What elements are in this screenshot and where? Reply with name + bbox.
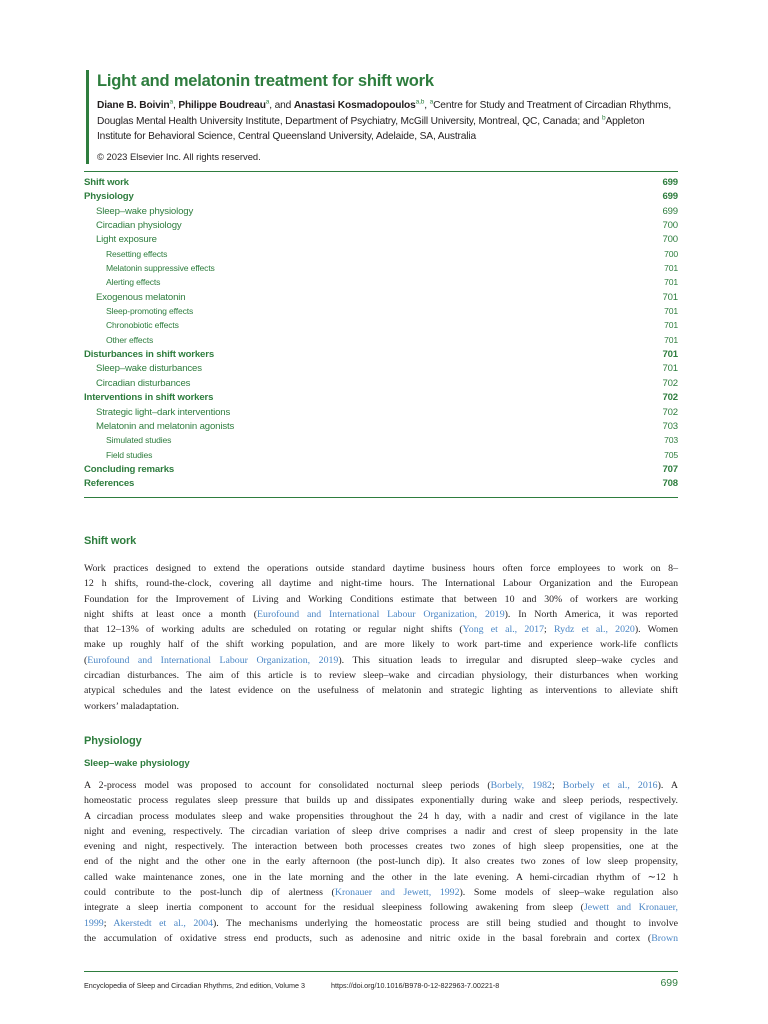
text-run: end of the night and the other one in the early afternoon (the post-lunch dip). It also creates two zones of low sleep propensity, bbox=[84, 856, 678, 868]
section-heading: Physiology bbox=[84, 735, 142, 747]
toc-entry-label: Light exposure bbox=[96, 234, 157, 246]
toc-entry-page: 701 bbox=[664, 320, 678, 331]
text-run: Work practices designed to extend the operations outside standard daytime business hours often force employees to work on 8– bbox=[84, 563, 678, 574]
toc-entry[interactable] bbox=[84, 306, 678, 320]
affiliation-text: Institute for Behavioral Science, Central Queensland University, Adelaide, SA, Australia bbox=[97, 131, 477, 142]
subsection-heading: Sleep–wake physiology bbox=[84, 758, 190, 769]
toc-entry-page: 701 bbox=[664, 277, 678, 288]
toc-entry[interactable] bbox=[84, 378, 678, 392]
table-of-contents bbox=[84, 171, 678, 498]
body-paragraph bbox=[84, 561, 678, 714]
text-line bbox=[84, 576, 678, 591]
footer-source: Encyclopedia of Sleep and Circadian Rhythms, 2nd edition, Volume 3 bbox=[84, 981, 305, 990]
citation-link[interactable]: Akerstedt et al., 2004 bbox=[113, 917, 214, 929]
toc-entry[interactable] bbox=[84, 335, 678, 349]
toc-entry-page: 701 bbox=[662, 291, 678, 303]
affiliation-mark: b bbox=[601, 114, 606, 122]
citation-link[interactable]: Eurofound and International Labour Organization, 2019 bbox=[257, 608, 505, 620]
toc-entry[interactable] bbox=[84, 263, 678, 277]
toc-entry-page: 701 bbox=[662, 363, 678, 375]
toc-entry[interactable] bbox=[84, 349, 678, 363]
toc-entry-label: Sleep–wake disturbances bbox=[96, 363, 202, 375]
toc-entry-label: Alerting effects bbox=[106, 277, 161, 288]
text-line bbox=[84, 870, 678, 885]
toc-entry-page: 705 bbox=[664, 449, 678, 460]
text-line bbox=[84, 916, 678, 931]
text-run: Foundation for the Improvement of Living and Working Conditions estimate that between 10 and 30% of workers are working bbox=[84, 593, 678, 605]
affiliation-text: Douglas Mental Health University Institute, Department of Psychiatry, McGill University, Montreal, QC, Canada; and bbox=[97, 115, 600, 127]
text-run: that 12–13% of working adults are scheduled on rotating or regular night shifts ( bbox=[84, 624, 463, 636]
text-line bbox=[84, 607, 678, 622]
toc-entry-page: 699 bbox=[662, 205, 678, 217]
toc-entry-label: Other effects bbox=[106, 334, 154, 345]
copyright-notice: © 2023 Elsevier Inc. All rights reserved. bbox=[97, 150, 261, 162]
toc-entry-page: 700 bbox=[662, 220, 678, 232]
separator: , and bbox=[269, 100, 294, 111]
text-run: called wake maintenance zones, one in the late morning and the other in the late evening. A hemi-circadian rhythm of ∼12 h bbox=[84, 871, 678, 883]
toc-entry-page: 701 bbox=[664, 306, 678, 317]
article-header bbox=[86, 70, 682, 164]
text-run: the accumulation of oxidative stress end products, such as adenosine and nitric oxide in the basal forebrain and cortex ( bbox=[84, 932, 652, 944]
author-superscript: a,b bbox=[415, 98, 425, 106]
toc-entry-label: Physiology bbox=[84, 191, 134, 203]
text-run: ). In North America, it was reported bbox=[504, 608, 678, 620]
toc-entry-label: Field studies bbox=[106, 449, 153, 460]
text-line bbox=[84, 931, 678, 946]
toc-entry-label: Circadian physiology bbox=[96, 220, 182, 232]
text-line bbox=[84, 854, 678, 869]
text-run: night shifts at least once a month ( bbox=[84, 608, 258, 620]
toc-entry-page: 703 bbox=[662, 420, 678, 432]
toc-entry[interactable] bbox=[84, 206, 678, 220]
toc-entry-page: 702 bbox=[662, 392, 678, 404]
toc-entry-page: 701 bbox=[664, 263, 678, 274]
toc-entry-label: Strategic light–dark interventions bbox=[96, 406, 231, 418]
author-name: Anastasi Kosmadopoulos bbox=[293, 100, 416, 111]
citation-link[interactable]: Jewett and Kronauer, bbox=[583, 902, 678, 914]
text-line bbox=[84, 793, 678, 808]
text-run: could contribute to the post-lunch dip of alertness ( bbox=[84, 887, 335, 899]
text-run: ; bbox=[103, 917, 114, 929]
text-line bbox=[84, 809, 678, 824]
text-run: ). The mechanisms underlying the homeostatic process are still being studied and thought to involve bbox=[213, 917, 678, 929]
toc-entry[interactable] bbox=[84, 407, 678, 421]
text-line bbox=[84, 699, 678, 714]
text-run: evening and night, respectively. The interaction between both processes creates two zones of high sleep propensities, one at the bbox=[84, 841, 678, 853]
text-run: ; bbox=[544, 624, 554, 636]
text-line bbox=[84, 668, 678, 683]
page-footer bbox=[84, 971, 678, 996]
text-run: 12 h shifts, round-the-clock, covering all daytime and night-time hours. The International Labour Organization and the European bbox=[84, 578, 678, 590]
text-run: ). Some models of sleep–wake regulation also bbox=[459, 887, 679, 899]
text-line bbox=[84, 824, 678, 839]
toc-entry[interactable] bbox=[84, 234, 678, 248]
toc-entry[interactable] bbox=[84, 450, 678, 464]
toc-entry-page: 701 bbox=[664, 334, 678, 345]
toc-entry[interactable] bbox=[84, 320, 678, 334]
toc-entry-page: 703 bbox=[664, 435, 678, 446]
text-line bbox=[84, 592, 678, 607]
toc-entry[interactable] bbox=[84, 421, 678, 435]
toc-entry-label: Resetting effects bbox=[106, 248, 168, 259]
toc-entry-label: Melatonin and melatonin agonists bbox=[96, 420, 235, 432]
text-run: circadian disturbances. The aim of this article is to review sleep–wake and circadian physiology, their disturbances when working bbox=[84, 670, 678, 682]
toc-entry-label: Interventions in shift workers bbox=[84, 392, 214, 404]
author-affiliations bbox=[97, 98, 682, 145]
text-line bbox=[84, 653, 678, 668]
author-superscript: a bbox=[169, 98, 173, 106]
affiliation-text: Centre for Study and Treatment of Circadian Rhythms, bbox=[433, 100, 672, 111]
author-name: Philippe Boudreau bbox=[178, 100, 266, 111]
page-number: 699 bbox=[660, 977, 678, 989]
body-paragraph bbox=[84, 778, 678, 946]
toc-entry[interactable] bbox=[84, 249, 678, 263]
toc-entry-label: Sleep–wake physiology bbox=[96, 205, 194, 217]
affiliation-text: Appleton bbox=[605, 115, 645, 127]
text-run: ( bbox=[84, 654, 88, 666]
text-run: ). A bbox=[657, 780, 679, 791]
text-run: homeostatic process regulates sleep pressure that builds up and dissipates exponentially during wake and sleep periods, respectively. bbox=[84, 795, 678, 807]
author-name: Diane B. Boivin bbox=[97, 100, 170, 111]
text-line bbox=[84, 839, 678, 854]
toc-entry-label: Disturbances in shift workers bbox=[84, 349, 215, 361]
text-line bbox=[84, 622, 678, 637]
text-line bbox=[84, 778, 678, 793]
toc-entry-page: 702 bbox=[662, 406, 678, 418]
toc-entry[interactable] bbox=[84, 191, 678, 205]
toc-entry-label: Chronobiotic effects bbox=[106, 320, 179, 331]
citation-link[interactable]: 1999 bbox=[84, 917, 104, 929]
text-line bbox=[84, 637, 678, 652]
toc-entry[interactable] bbox=[84, 392, 678, 406]
citation-link[interactable]: Kronauer and Jewett, 1992 bbox=[334, 887, 460, 899]
text-run: integrate a sleep inertia component to account for the residual sleepiness following awakening from sleep ( bbox=[84, 902, 584, 914]
toc-entry[interactable] bbox=[84, 177, 678, 191]
text-run: A 2-process model was proposed to account for consolidated nocturnal sleep periods ( bbox=[84, 780, 491, 791]
toc-entry[interactable] bbox=[84, 363, 678, 377]
toc-entry-label: Concluding remarks bbox=[84, 463, 175, 475]
toc-entry-label: References bbox=[84, 478, 135, 490]
text-run: ). This situation leads to irregular and disrupted sleep–wake cycles and bbox=[338, 654, 678, 666]
toc-entry-page: 701 bbox=[662, 349, 678, 361]
toc-entry[interactable] bbox=[84, 220, 678, 234]
citation-link[interactable]: Borbely et al., 2016 bbox=[562, 780, 658, 791]
text-line bbox=[84, 885, 678, 900]
citation-link[interactable]: Eurofound and International Labour Organization, 2019 bbox=[87, 654, 339, 666]
section-heading: Shift work bbox=[84, 535, 137, 547]
footer-doi-link[interactable]: https://doi.org/10.1016/B978-0-12-822963-7.00221-8 bbox=[331, 981, 500, 990]
citation-link[interactable]: Rydz et al., 2020 bbox=[553, 624, 635, 636]
toc-entry-page: 700 bbox=[664, 248, 678, 259]
toc-entry-page: 700 bbox=[662, 234, 678, 246]
toc-entry-label: Melatonin suppressive effects bbox=[106, 263, 215, 274]
separator: , bbox=[424, 100, 430, 111]
toc-entry-page: 702 bbox=[662, 377, 678, 389]
toc-entry[interactable] bbox=[84, 435, 678, 449]
toc-entry-label: Simulated studies bbox=[106, 435, 172, 446]
toc-entry-page: 699 bbox=[662, 191, 678, 203]
separator: , bbox=[172, 100, 179, 111]
text-run: workers’ maladaptation. bbox=[84, 700, 179, 712]
citation-link[interactable]: Brown bbox=[651, 932, 678, 944]
text-run: A circadian process modulates sleep and wake propensities throughout the 24 h day, with a nadir and crest of vigilance in the late bbox=[84, 810, 678, 822]
citation-link[interactable]: Borbely, 1982 bbox=[490, 780, 552, 791]
text-run: ; bbox=[551, 780, 563, 791]
toc-entry-label: Circadian disturbances bbox=[96, 377, 191, 389]
text-run: ). Women bbox=[634, 624, 678, 636]
toc-entry-label: Exogenous melatonin bbox=[96, 291, 186, 303]
toc-entry[interactable] bbox=[84, 277, 678, 291]
author-superscript: a bbox=[265, 98, 270, 106]
toc-entry-page: 708 bbox=[662, 478, 678, 490]
text-run: night and evening, respectively. The circadian variation of sleep drive comprises a nadir and crest of sleep propensity in the late bbox=[84, 825, 678, 837]
text-line bbox=[84, 561, 678, 576]
text-line bbox=[84, 683, 678, 698]
article-title: Light and melatonin treatment for shift work bbox=[97, 72, 434, 90]
toc-entry[interactable] bbox=[84, 292, 678, 306]
toc-entry[interactable] bbox=[84, 478, 678, 492]
toc-entry[interactable] bbox=[84, 464, 678, 478]
text-run: make up roughly half of the shift working population, and are more likely to work part-time and experience work-life conflicts bbox=[84, 639, 678, 651]
text-run: atypical schedules and the latest evidence on the usefulness of melatonin and strategic lighting as interventions to alleviate shift bbox=[84, 685, 678, 697]
toc-entry-label: Shift work bbox=[84, 177, 129, 188]
toc-entry-page: 707 bbox=[662, 463, 678, 475]
citation-link[interactable]: Yong et al., 2017 bbox=[462, 624, 545, 636]
toc-entry-label: Sleep-promoting effects bbox=[106, 306, 194, 317]
text-line bbox=[84, 900, 678, 915]
toc-entry-page: 699 bbox=[662, 177, 678, 188]
affiliation-mark: a bbox=[429, 98, 434, 106]
